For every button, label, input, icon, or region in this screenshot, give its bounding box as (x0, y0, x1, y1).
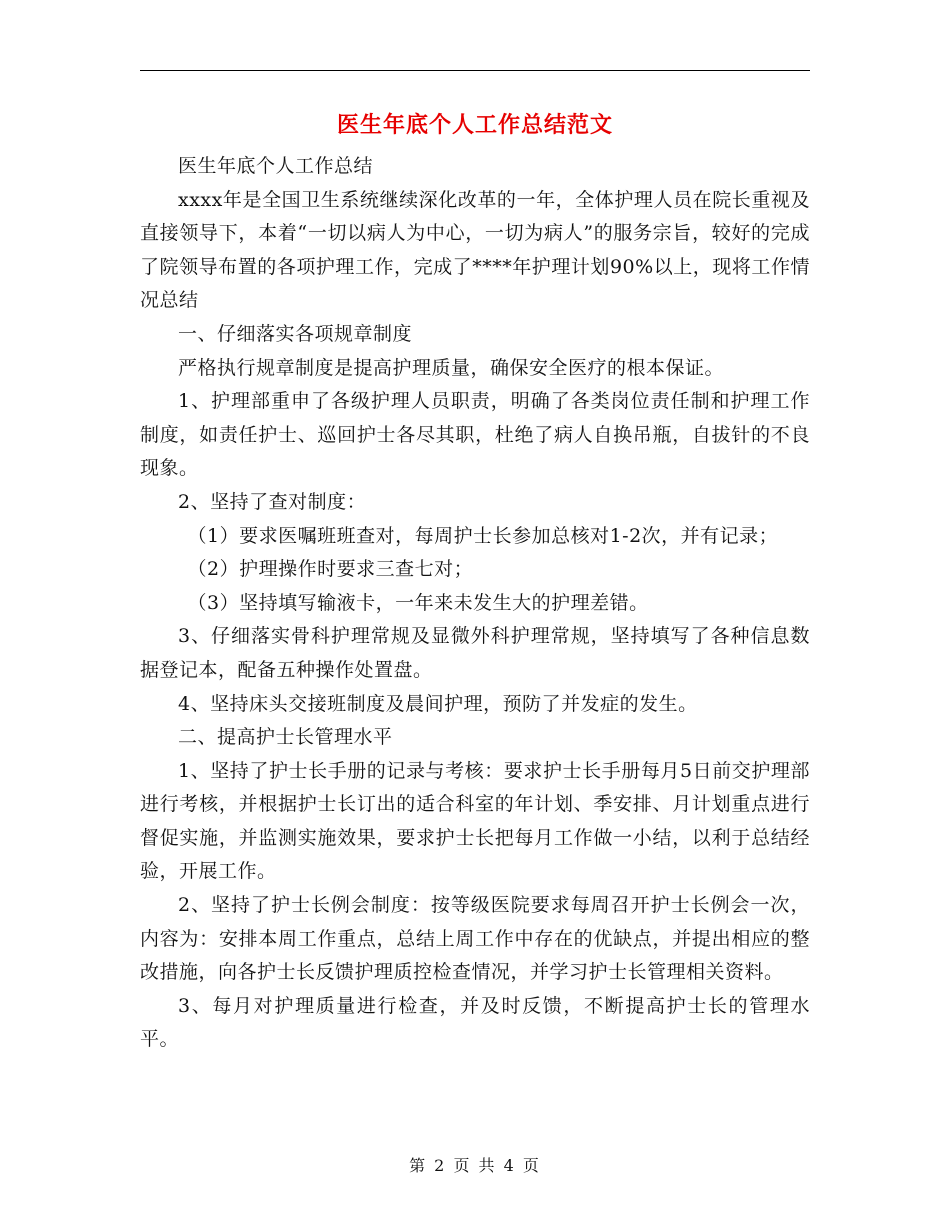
paragraph-subtitle: 医生年底个人工作总结 (178, 155, 374, 177)
sub-list-item: （1）要求医嘱班班查对，每周护士长参加总核对1-2次，并有记录； (187, 524, 779, 547)
list-item: 3、仔细落实骨科护理常规及显微外科护理常规，坚持填写了各种信息数据登记本，配备五种操作处置盘。 (140, 625, 810, 681)
document-body (140, 150, 810, 1057)
list-item: 2、坚持了查对制度： (178, 490, 367, 513)
document-title: 医生年底个人工作总结范文 (336, 113, 613, 138)
section-heading-2: 二、提高护士长管理水平 (178, 726, 393, 749)
sub-list-item: （2）护理操作时要求三查七对； (187, 558, 474, 581)
list-item: 4、坚持床头交接班制度及晨间护理，预防了并发症的发生。 (178, 692, 698, 715)
paragraph: 严格执行规章制度是提高护理质量，确保安全医疗的根本保证。 (178, 356, 725, 379)
page-number: 第 2 页 共 4 页 (409, 1156, 541, 1175)
list-item: 2、坚持了护士长例会制度：按等级医院要求每周召开护士长例会一次，内容为：安排本周工作重点，总结上周工作中存在的优缺点，并提出相应的整改措施，向各护士长反馈护理质控检查情况，并学习护士长管理相关资料。 (140, 894, 810, 984)
header-rule (140, 70, 810, 71)
sub-list-item: （3）坚持填写输液卡，一年来未发生大的护理差错。 (187, 591, 649, 614)
list-item: 1、护理部重申了各级护理人员职责，明确了各类岗位责任制和护理工作制度，如责任护士、巡回护士各尽其职，杜绝了病人自换吊瓶，自拔针的不良现象。 (140, 390, 810, 480)
list-item: 1、坚持了护士长手册的记录与考核：要求护士长手册每月5日前交护理部进行考核，并根据护士长订出的适合科室的年计划、季安排、月计划重点进行督促实施，并监测实施效果，要求护士长把每月工作做一小结，以利于总结经验，开展工作。 (140, 759, 810, 883)
paragraph-intro: xxxx年是全国卫生系统继续深化改革的一年，全体护理人员在院长重视及直接领导下，本着“一切以病人为中心，一切为病人”的服务宗旨，较好的完成了院领导布置的各项护理工作，完成了****年护理计划90%以上，现将工作情况总结 (140, 188, 810, 312)
section-heading-1: 一、仔细落实各项规章制度 (178, 322, 413, 345)
list-item: 3、每月对护理质量进行检查，并及时反馈，不断提高护士长的管理水平。 (140, 994, 810, 1051)
